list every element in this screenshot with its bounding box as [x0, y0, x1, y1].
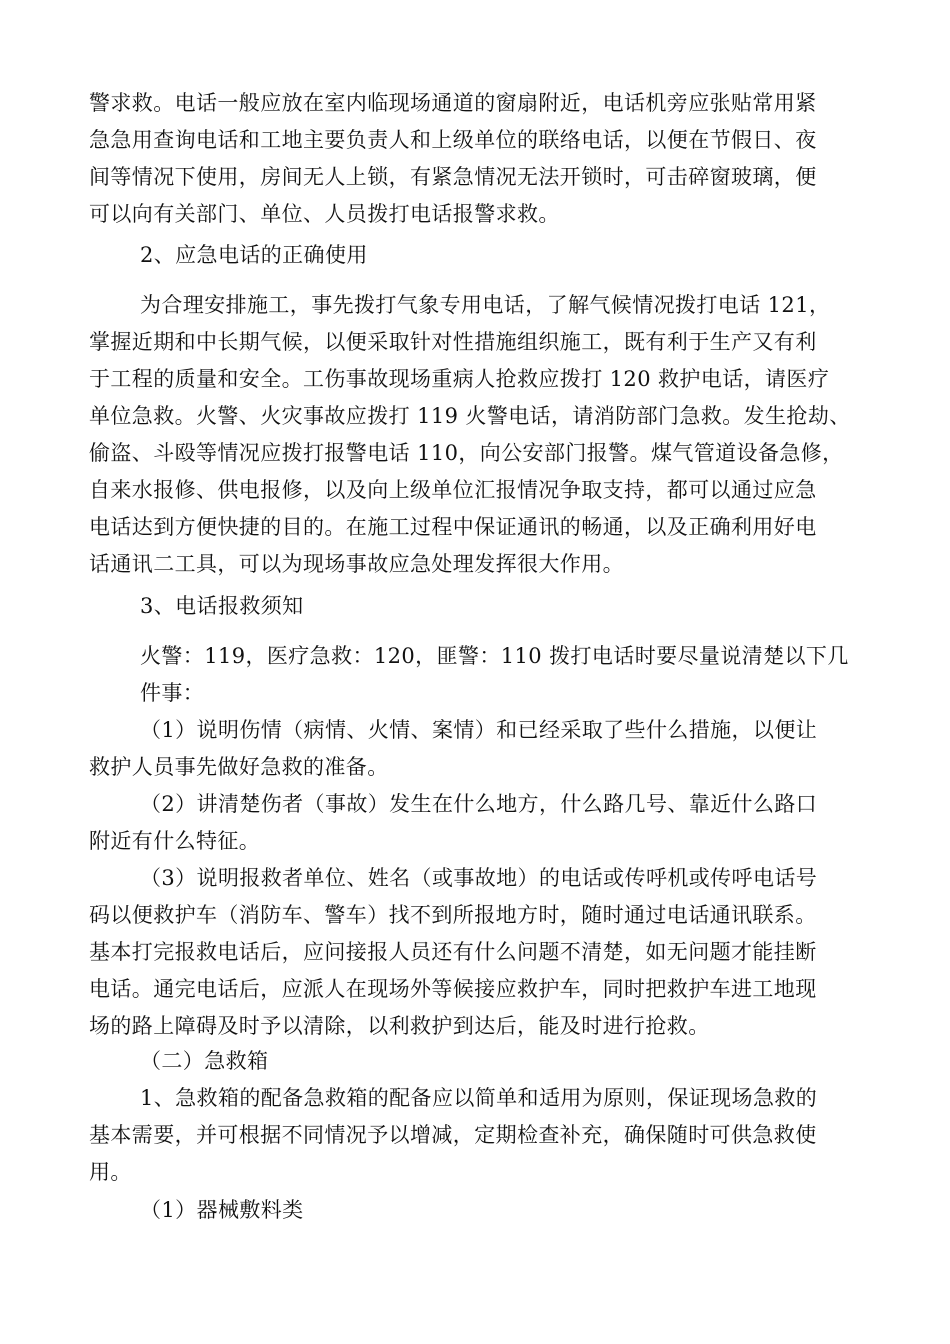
text-line: 急急用查询电话和工地主要负责人和上级单位的联络电话，以便在节假日、夜 [89, 128, 817, 152]
text-line: 附近有什么特征。 [89, 829, 261, 853]
text-line: 基本打完报救电话后，应问接报人员还有什么问题不清楚，如无问题才能挂断 [89, 940, 817, 964]
text-line: 码以便救护车（消防车、警车）找不到所报地方时，随时通过电话通讯联系。 [89, 903, 817, 927]
section-heading: 3、电话报救须知 [140, 594, 304, 618]
text-line: （3）说明报救者单位、姓名（或事故地）的电话或传呼机或传呼电话号 [140, 866, 818, 890]
text-line: 可以向有关部门、单位、人员拨打电话报警求救。 [89, 202, 560, 226]
text-line: （1）说明伤情（病情、火情、案情）和已经采取了些什么措施，以便让 [140, 718, 818, 742]
section-heading: （1）器械敷料类 [140, 1198, 304, 1222]
text-line: 偷盗、斗殴等情况应拨打报警电话 110，向公安部门报警。煤气管道设备急修， [89, 441, 844, 465]
text-line: 单位急救。火警、火灾事故应拨打 119 火警电话，请消防部门急救。发生抢劫、 [89, 404, 851, 428]
text-line: 1、急救箱的配备急救箱的配备应以简单和适用为原则，保证现场急救的 [140, 1086, 818, 1110]
text-line: 警求救。电话一般应放在室内临现场通道的窗扇附近，电话机旁应张贴常用紧 [89, 91, 817, 115]
text-line: 自来水报修、供电报修，以及向上级单位汇报情况争取支持，都可以通过应急 [89, 478, 817, 502]
text-line: 电话。通完电话后，应派人在现场外等候接应救护车，同时把救护车进工地现 [89, 977, 817, 1001]
text-line: 间等情况下使用，房间无人上锁，有紧急情况无法开锁时，可击碎窗玻璃，便 [89, 165, 817, 189]
text-line: 于工程的质量和安全。工伤事故现场重病人抢救应拨打 120 救护电话，请医疗 [89, 367, 830, 391]
section-heading: 2、应急电话的正确使用 [140, 243, 368, 267]
text-line: 件事： [140, 681, 205, 705]
text-line: 火警：119，医疗急救：120，匪警：110 拨打电话时要尽量说清楚以下几 [140, 644, 849, 668]
text-line: 掌握近期和中长期气候，以便采取针对性措施组织施工，既有利于生产又有利 [89, 330, 817, 354]
text-line: 电话达到方便快捷的目的。在施工过程中保证通讯的畅通，以及正确利用好电 [89, 515, 817, 539]
text-line: 场的路上障碍及时予以清除，以利救护到达后，能及时进行抢救。 [89, 1014, 710, 1038]
text-line: 基本需要，并可根据不同情况予以增减，定期检查补充，确保随时可供急救使 [89, 1123, 817, 1147]
section-heading: （二）急救箱 [140, 1049, 269, 1073]
text-line: 用。 [89, 1160, 132, 1184]
text-line: 为合理安排施工，事先拨打气象专用电话，了解气候情况拨打电话 121， [140, 293, 831, 317]
text-line: 救护人员事先做好急救的准备。 [89, 755, 389, 779]
text-line: 话通讯二工具，可以为现场事故应急处理发挥很大作用。 [89, 552, 624, 576]
text-line: （2）讲清楚伤者（事故）发生在什么地方，什么路几号、靠近什么路口 [140, 792, 818, 816]
